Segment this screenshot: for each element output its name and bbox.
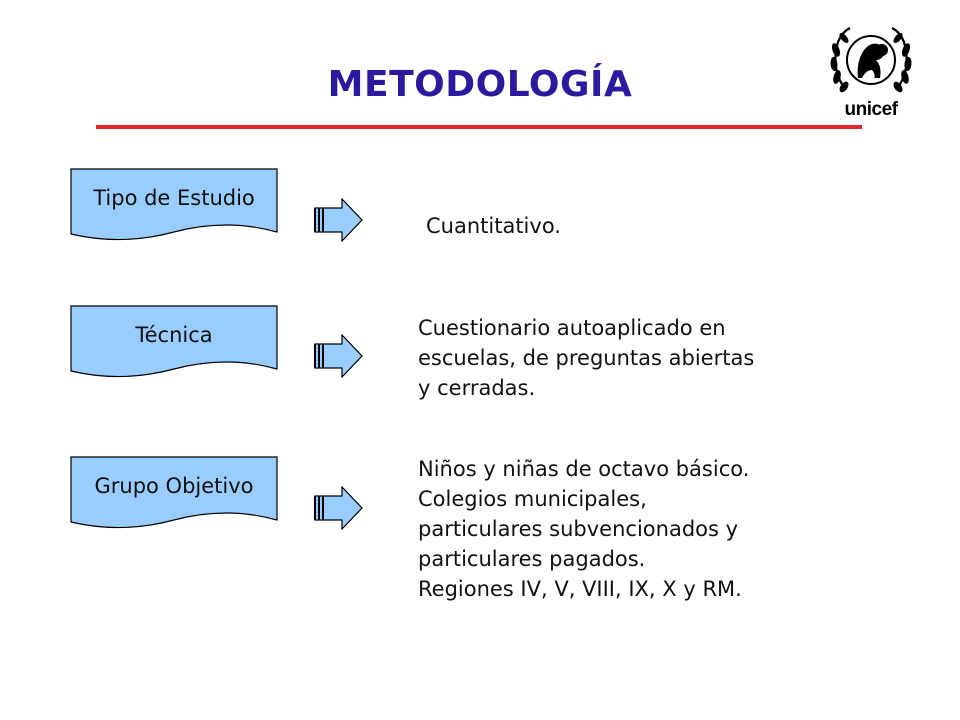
doc-label: Grupo Objetivo <box>94 474 254 498</box>
title-underline <box>96 125 862 129</box>
description-tecnica: Cuestionario autoaplicado en escuelas, de preguntas abiertas y cerradas. <box>418 316 755 400</box>
slide-title: METODOLOGÍA <box>327 64 633 105</box>
description-grupo-objetivo: Niños y niñas de octavo básico. Colegios municipales, particulares subvencionados y particulares pagados. Regiones IV, V, VIII, IX, X y RM. <box>418 457 750 601</box>
unicef-logo-icon <box>826 20 916 100</box>
doc-label: Técnica <box>135 323 213 347</box>
arrow-right-icon <box>310 334 370 378</box>
unicef-logo <box>826 20 916 124</box>
doc-shape-grupo-objetivo <box>70 456 278 536</box>
description-tipo-estudio: Cuantitativo. <box>426 214 561 238</box>
logo-wordmark: unicef <box>844 99 898 120</box>
arrow-right-icon <box>310 486 370 530</box>
doc-label: Tipo de Estudio <box>93 186 255 210</box>
arrow-right-icon <box>310 198 370 242</box>
doc-shape-tecnica <box>70 305 278 385</box>
doc-shape-tipo-estudio <box>70 168 278 248</box>
